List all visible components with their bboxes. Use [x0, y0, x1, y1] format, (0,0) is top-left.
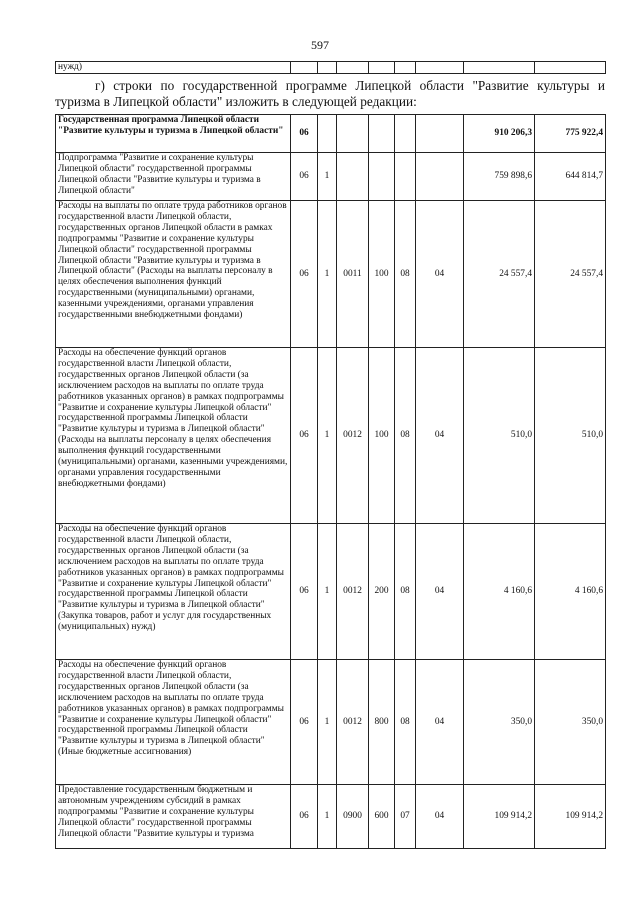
article-code-cell [337, 153, 369, 201]
amount-cell-year1: 759 898,6 [464, 153, 535, 201]
article-code-cell: 0012 [337, 524, 369, 660]
article-code-cell [337, 115, 369, 153]
section-code-cell [395, 115, 416, 153]
table-row [56, 115, 606, 153]
amount-cell-year2: 350,0 [535, 660, 606, 785]
row-description: Расходы на обеспечение функций органов государственной власти Липецкой области, государственных органов Липецкой области (за исключением расходов на выплаты по оплате труда работников указанных органов) в рамках подпрограммы "Развитие и сохранение культуры Липецкой области" государственной программы Липецкой области "Развитие культуры и туризма в Липецкой области" (Расходы на выплаты персоналу в целях обеспечения выполнения функций государственными (муниципальными) органами, казенными учреждениями, органами управления государственными внебюджетными фондами) [56, 348, 291, 524]
subsection-code-cell: 04 [416, 660, 464, 785]
section-code-cell: 08 [395, 660, 416, 785]
expense-type-cell: 100 [369, 201, 395, 348]
subprogram-code-cell: 1 [318, 201, 337, 348]
subsection-code-cell: 04 [416, 348, 464, 524]
gp-code-cell: 06 [291, 201, 318, 348]
amount-cell-year2: 24 557,4 [535, 201, 606, 348]
row-description: Предоставление государственным бюджетным и автономным учреждениям субсидий в рамках подпрограммы "Развитие и сохранение культуры Липецкой области" государственной программы Липецкой области "Развитие культуры и туризма [56, 785, 291, 849]
row-description: Расходы на выплаты по оплате труда работников органов государственной власти Липецкой области, государственных органов Липецкой области в рамках подпрограммы "Развитие и сохранение культуры Липецкой области" государственной программы Липецкой области "Развитие культуры и туризма в Липецкой области" (Расходы на выплаты персоналу в целях обеспечения выполнения функций государственными (муниципальными) органами, казенными учреждениями, органами управления государственными внебюджетными фондами) [56, 201, 291, 348]
gp-code-cell: 06 [291, 660, 318, 785]
previous-row-description: нужд) [56, 62, 291, 74]
section-code-cell: 08 [395, 201, 416, 348]
subsection-code-cell: 04 [416, 785, 464, 849]
expense-type-cell [369, 153, 395, 201]
table-row [56, 348, 606, 524]
amount-cell-year1: 910 206,3 [464, 115, 535, 153]
gp-code-cell: 06 [291, 524, 318, 660]
amendment-intro-text: г) строки по государственной программе Липецкой области "Развитие культуры и туризма в Липецкой области" изложить в следующей редакции: [55, 78, 605, 109]
section-code-cell: 07 [395, 785, 416, 849]
amount-cell-year2: 644 814,7 [535, 153, 606, 201]
article-code-cell: 0012 [337, 348, 369, 524]
previous-table-fragment [55, 61, 606, 74]
article-code-cell: 0900 [337, 785, 369, 849]
page-number: 597 [311, 38, 329, 52]
gp-code-cell: 06 [291, 115, 318, 153]
amendment-intro [55, 78, 605, 109]
subsection-code-cell: 04 [416, 201, 464, 348]
amount-cell-year2: 775 922,4 [535, 115, 606, 153]
table-row [56, 201, 606, 348]
expense-type-cell: 200 [369, 524, 395, 660]
budget-table [55, 114, 606, 849]
subsection-code-cell [416, 153, 464, 201]
expense-type-cell: 100 [369, 348, 395, 524]
gp-code-cell: 06 [291, 785, 318, 849]
table-row [56, 660, 606, 785]
section-code-cell: 08 [395, 348, 416, 524]
amount-cell-year1: 350,0 [464, 660, 535, 785]
subprogram-code-cell: 1 [318, 153, 337, 201]
row-description: Расходы на обеспечение функций органов государственной власти Липецкой области, государственных органов Липецкой области (за исключением расходов на выплаты по оплате труда работников указанных органов) в рамках подпрограммы "Развитие и сохранение культуры Липецкой области" государственной программы Липецкой области "Развитие культуры и туризма в Липецкой области" (Закупка товаров, работ и услуг для государственных (муниципальных) нужд) [56, 524, 291, 660]
amount-cell-year1: 109 914,2 [464, 785, 535, 849]
table-row [56, 524, 606, 660]
subsection-code-cell: 04 [416, 524, 464, 660]
subprogram-code-cell: 1 [318, 785, 337, 849]
table-row [56, 153, 606, 201]
section-code-cell: 08 [395, 524, 416, 660]
expense-type-cell: 600 [369, 785, 395, 849]
subprogram-code-cell: 1 [318, 524, 337, 660]
amount-cell-year2: 109 914,2 [535, 785, 606, 849]
previous-table-row [56, 62, 606, 74]
expense-type-cell [369, 115, 395, 153]
gp-code-cell: 06 [291, 348, 318, 524]
amount-cell-year2: 510,0 [535, 348, 606, 524]
subprogram-code-cell [318, 115, 337, 153]
subsection-code-cell [416, 115, 464, 153]
row-description: Государственная программа Липецкой области "Развитие культуры и туризма в Липецкой области" [56, 115, 291, 153]
amount-cell-year1: 4 160,6 [464, 524, 535, 660]
row-description: Подпрограмма "Развитие и сохранение культуры Липецкой области" государственной программы Липецкой области "Развитие культуры и туризма в Липецкой области" [56, 153, 291, 201]
amount-cell-year1: 510,0 [464, 348, 535, 524]
row-description: Расходы на обеспечение функций органов государственной власти Липецкой области, государственных органов Липецкой области (за исключением расходов на выплаты по оплате труда работников указанных органов) в рамках подпрограммы "Развитие и сохранение культуры Липецкой области" государственной программы Липецкой области "Развитие культуры и туризма в Липецкой области" (Иные бюджетные ассигнования) [56, 660, 291, 785]
amount-cell-year1: 24 557,4 [464, 201, 535, 348]
article-code-cell: 0011 [337, 201, 369, 348]
table-row [56, 785, 606, 849]
expense-type-cell: 800 [369, 660, 395, 785]
gp-code-cell: 06 [291, 153, 318, 201]
subprogram-code-cell: 1 [318, 348, 337, 524]
subprogram-code-cell: 1 [318, 660, 337, 785]
amount-cell-year2: 4 160,6 [535, 524, 606, 660]
section-code-cell [395, 153, 416, 201]
article-code-cell: 0012 [337, 660, 369, 785]
